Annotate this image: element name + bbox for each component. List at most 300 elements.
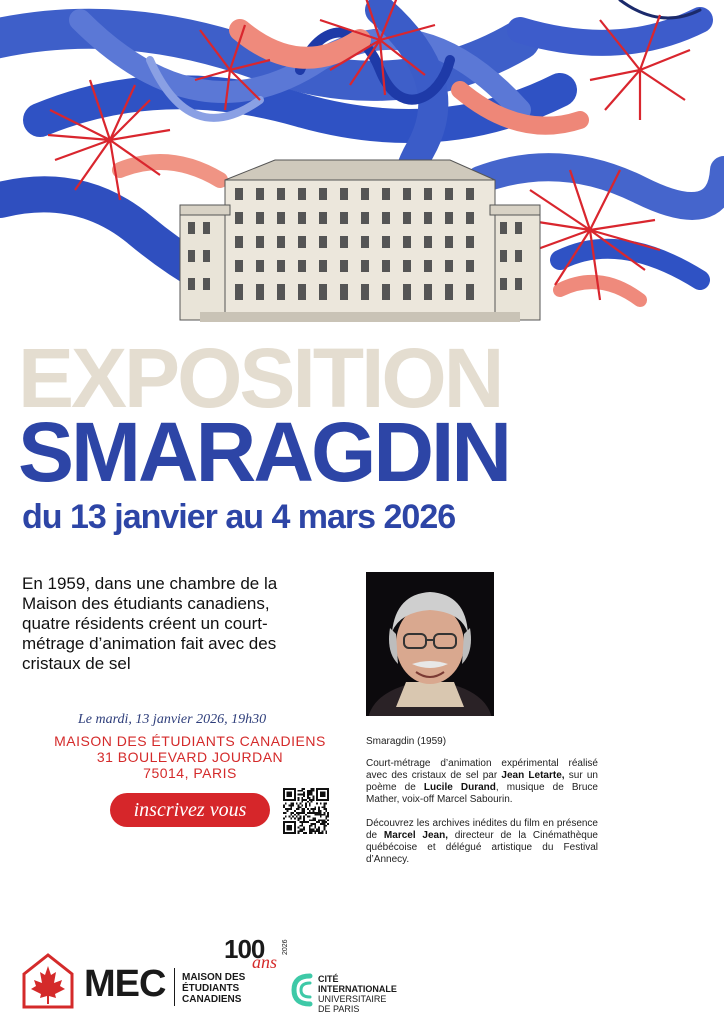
building-window <box>445 188 453 200</box>
qr-module <box>312 808 314 810</box>
qr-module <box>309 792 311 794</box>
qr-module <box>298 794 300 796</box>
building-window <box>319 260 327 272</box>
building-window <box>277 236 285 248</box>
qr-module <box>322 806 324 808</box>
qr-module <box>298 832 300 834</box>
qr-module <box>323 814 325 816</box>
qr-module <box>311 801 313 803</box>
qr-module <box>290 817 292 819</box>
qr-module <box>323 821 325 823</box>
building-window <box>466 212 474 224</box>
qr-module <box>298 830 300 832</box>
qr-module <box>305 805 307 807</box>
qr-module <box>296 812 298 814</box>
qr-module <box>300 828 302 830</box>
qr-module <box>311 819 313 821</box>
qr-module <box>300 825 302 827</box>
qr-module <box>300 794 302 796</box>
qr-module <box>309 810 311 812</box>
qr-module <box>322 814 324 816</box>
address-line: MAISON DES ÉTUDIANTS CANADIENS <box>54 733 326 749</box>
director-name: Jean Letarte, <box>501 770 565 781</box>
building-window <box>382 260 390 272</box>
exhibition-dates: du 13 janvier au 4 mars 2026 <box>22 498 456 536</box>
qr-module <box>322 823 324 825</box>
building-window <box>340 260 348 272</box>
qr-module <box>322 832 324 834</box>
qr-module <box>298 797 300 799</box>
qr-module <box>294 817 296 819</box>
title-exposition: EXPOSITION <box>18 331 502 425</box>
qr-code[interactable] <box>283 788 329 834</box>
portrait-photo <box>366 572 494 716</box>
qr-module <box>316 821 318 823</box>
qr-module <box>314 812 316 814</box>
building-window <box>424 188 432 200</box>
building-window <box>277 260 285 272</box>
qr-module <box>309 805 311 807</box>
building-window <box>403 236 411 248</box>
qr-module <box>311 790 313 792</box>
building-window <box>298 188 306 200</box>
event-address <box>40 733 340 781</box>
building-illustration <box>180 160 540 322</box>
qr-module <box>307 821 309 823</box>
event-datetime: Le mardi, 13 janvier 2026, 19h30 <box>78 712 267 727</box>
header-artwork <box>0 0 724 330</box>
desc-text: Court-métrage d’animation expérimental réalisé avec des cristaux de sel par <box>366 758 598 781</box>
qr-module <box>290 806 292 808</box>
qr-module <box>323 803 325 805</box>
qr-module <box>318 827 320 829</box>
guest-name: Marcel Jean, <box>383 830 448 841</box>
qr-module <box>290 803 292 805</box>
qr-module <box>301 828 303 830</box>
qr-module <box>301 825 303 827</box>
building-window <box>319 236 327 248</box>
qr-module <box>316 814 318 816</box>
qr-module <box>307 816 309 818</box>
qr-module <box>303 808 305 810</box>
ciup-name <box>318 974 397 1014</box>
qr-module <box>301 830 303 832</box>
qr-module <box>316 828 318 830</box>
qr-module <box>325 832 327 834</box>
qr-module <box>323 812 325 814</box>
building-window <box>403 188 411 200</box>
qr-module <box>309 830 311 832</box>
desc-text: , musique de Bruce Mather, voix-off Marcel Sabourin. <box>366 782 598 805</box>
qr-module <box>318 806 320 808</box>
qr-module <box>312 830 314 832</box>
qr-module <box>320 814 322 816</box>
building-window <box>382 284 390 300</box>
address-line: 75014, PARIS <box>143 765 237 781</box>
qr-module <box>318 821 320 823</box>
qr-module <box>283 812 285 814</box>
qr-module <box>307 801 309 803</box>
qr-module <box>285 803 287 805</box>
qr-module <box>305 806 307 808</box>
qr-module <box>327 812 329 814</box>
building-window <box>515 250 522 262</box>
qr-module <box>303 792 305 794</box>
qr-module <box>292 803 294 805</box>
qr-module <box>303 794 305 796</box>
qr-module <box>296 803 298 805</box>
qr-module <box>311 808 313 810</box>
qr-module <box>309 803 311 805</box>
qr-module <box>318 812 320 814</box>
qr-module <box>318 830 320 832</box>
building-window <box>256 236 264 248</box>
qr-module <box>311 828 313 830</box>
building-window <box>361 188 369 200</box>
qr-module <box>283 805 285 807</box>
qr-module <box>312 828 314 830</box>
qr-module <box>323 828 325 830</box>
building-window <box>445 284 453 300</box>
qr-module <box>303 799 305 801</box>
qr-module <box>301 788 303 790</box>
qr-module <box>300 803 302 805</box>
mec-name-line: ÉTUDIANTS <box>182 983 240 994</box>
building-window <box>277 188 285 200</box>
building-window <box>235 260 243 272</box>
qr-module <box>305 821 307 823</box>
qr-module <box>298 805 300 807</box>
building-window <box>256 260 264 272</box>
ciup-logo-icon <box>290 970 316 1010</box>
intro-text: En 1959, dans une chambre de la Maison des étudiants canadiens, quatre résidents créent un court-métrage d’animation fait avec des cristaux de sel <box>22 574 278 673</box>
qr-module <box>301 790 303 792</box>
poet-name: Lucile Durand <box>423 782 496 793</box>
qr-module <box>320 832 322 834</box>
qr-module <box>292 805 294 807</box>
qr-module <box>287 808 289 810</box>
qr-module <box>301 810 303 812</box>
qr-module <box>307 797 309 799</box>
building-window <box>445 236 453 248</box>
building-window <box>500 278 507 290</box>
ciup-line <box>318 974 397 984</box>
qr-module <box>289 805 291 807</box>
qr-module <box>307 794 309 796</box>
qr-module <box>318 810 320 812</box>
qr-module <box>312 790 314 792</box>
qr-module <box>318 819 320 821</box>
qr-module <box>323 806 325 808</box>
desc-text: directeur de la Cinémathèque québécoise et délégué artistique du Festival d’Annecy. <box>366 830 598 865</box>
qr-module <box>318 832 320 834</box>
qr-module <box>298 812 300 814</box>
qr-module <box>320 803 322 805</box>
maple-leaf-icon <box>20 952 76 1010</box>
building-window <box>361 284 369 300</box>
qr-module <box>323 819 325 821</box>
building-window <box>256 212 264 224</box>
building-window <box>382 212 390 224</box>
qr-module <box>320 792 326 798</box>
qr-module <box>311 832 313 834</box>
qr-module <box>305 814 307 816</box>
qr-module <box>301 805 303 807</box>
qr-module <box>311 823 313 825</box>
qr-module <box>309 812 311 814</box>
qr-module <box>305 832 307 834</box>
building-window <box>340 212 348 224</box>
building-window <box>403 260 411 272</box>
qr-module <box>303 819 305 821</box>
building-window <box>235 188 243 200</box>
building-window <box>298 260 306 272</box>
desc-text: sur un poème de <box>366 770 598 793</box>
qr-module <box>325 808 327 810</box>
qr-module <box>312 795 314 797</box>
qr-module <box>323 825 325 827</box>
qr-module <box>314 806 316 808</box>
qr-module <box>283 817 285 819</box>
building-window <box>445 260 453 272</box>
building-window <box>340 236 348 248</box>
building-window <box>188 278 195 290</box>
qr-module <box>292 812 294 814</box>
qr-module <box>296 808 298 810</box>
qr-module <box>327 814 329 816</box>
qr-module <box>307 792 309 794</box>
ciup-line: DE PARIS <box>318 1004 360 1014</box>
qr-module <box>312 799 314 801</box>
building-window <box>298 236 306 248</box>
qr-module <box>298 806 300 808</box>
mec-name-line: CANADIENS <box>182 994 242 1005</box>
qr-module <box>314 830 316 832</box>
qr-module <box>309 825 311 827</box>
qr-module <box>318 808 320 810</box>
qr-module <box>325 810 327 812</box>
qr-module <box>312 819 314 821</box>
qr-module <box>303 810 305 812</box>
qr-module <box>303 828 305 830</box>
qr-module <box>325 825 327 827</box>
qr-module <box>301 797 303 799</box>
qr-module <box>322 830 324 832</box>
qr-module <box>305 803 307 805</box>
building-window <box>424 236 432 248</box>
qr-module <box>301 808 303 810</box>
qr-module <box>300 830 302 832</box>
qr-module <box>311 792 313 794</box>
qr-module <box>301 794 303 796</box>
building-window <box>277 284 285 300</box>
building-window <box>203 222 210 234</box>
qr-module <box>318 828 320 830</box>
building-window <box>382 188 390 200</box>
guest-paragraph <box>366 818 598 866</box>
qr-module <box>314 825 316 827</box>
qr-module <box>298 817 300 819</box>
anniversary-number: 100 <box>224 934 265 964</box>
qr-module <box>289 816 291 818</box>
qr-module <box>298 799 300 801</box>
qr-module <box>290 805 292 807</box>
building-window <box>319 188 327 200</box>
building-window <box>319 212 327 224</box>
register-button[interactable]: inscrivez vous <box>110 793 270 827</box>
qr-module <box>285 812 287 814</box>
building-window <box>361 236 369 248</box>
qr-module <box>316 830 318 832</box>
building-window <box>188 250 195 262</box>
building-window <box>256 188 264 200</box>
qr-module <box>300 817 302 819</box>
divider <box>174 968 175 1006</box>
building-window <box>403 284 411 300</box>
film-description <box>366 758 598 866</box>
qr-module <box>298 827 300 829</box>
building-window <box>515 278 522 290</box>
building-window <box>403 212 411 224</box>
qr-module <box>305 799 307 801</box>
film-caption: Smaragdin (1959) <box>366 736 447 747</box>
qr-module <box>312 788 314 790</box>
qr-module <box>294 810 296 812</box>
qr-module <box>314 832 316 834</box>
title-smaragdin: SMARAGDIN <box>18 405 509 499</box>
qr-module <box>320 810 322 812</box>
qr-module <box>309 816 311 818</box>
qr-module <box>298 808 300 810</box>
building-window <box>466 188 474 200</box>
qr-module <box>301 799 303 801</box>
qr-module <box>292 816 294 818</box>
qr-module <box>314 819 316 821</box>
qr-module <box>316 812 318 814</box>
qr-module <box>312 797 314 799</box>
anniversary-year: 2026 <box>282 939 289 955</box>
building-window <box>340 284 348 300</box>
qr-module <box>311 788 313 790</box>
qr-module <box>311 830 313 832</box>
qr-module <box>323 805 325 807</box>
building-window <box>445 212 453 224</box>
qr-module <box>303 832 305 834</box>
address-line: 31 BOULEVARD JOURDAN <box>96 749 284 765</box>
qr-module <box>314 823 316 825</box>
qr-module <box>320 812 322 814</box>
qr-module <box>303 821 305 823</box>
qr-module <box>303 788 305 790</box>
qr-module <box>287 792 293 798</box>
qr-module <box>301 821 303 823</box>
qr-module <box>323 823 325 825</box>
qr-module <box>309 832 311 834</box>
building-window <box>500 222 507 234</box>
qr-module <box>289 808 291 810</box>
building-window <box>340 188 348 200</box>
qr-module <box>320 823 322 825</box>
qr-module <box>325 816 327 818</box>
qr-module <box>314 808 316 810</box>
qr-module <box>294 814 296 816</box>
mec-full-name <box>182 972 245 1005</box>
building-window <box>298 284 306 300</box>
qr-module <box>314 827 316 829</box>
building-window <box>235 212 243 224</box>
qr-module <box>323 827 325 829</box>
qr-module <box>322 819 324 821</box>
qr-module <box>309 828 311 830</box>
qr-module <box>309 794 311 796</box>
building-window <box>424 260 432 272</box>
qr-module <box>312 817 314 819</box>
qr-module <box>301 823 303 825</box>
building-window <box>500 250 507 262</box>
building-window <box>235 284 243 300</box>
qr-module <box>283 806 285 808</box>
qr-module <box>300 821 302 823</box>
building-window <box>298 212 306 224</box>
ciup-line-bold: INTERNATIONALE <box>318 984 397 994</box>
qr-module <box>300 790 302 792</box>
qr-module <box>314 814 316 816</box>
qr-module <box>327 819 329 821</box>
qr-module <box>312 823 314 825</box>
qr-module <box>318 814 320 816</box>
building-window <box>256 284 264 300</box>
qr-module <box>300 816 302 818</box>
qr-module <box>303 827 305 829</box>
qr-module <box>312 812 314 814</box>
qr-module <box>303 817 305 819</box>
qr-module <box>285 808 287 810</box>
qr-module <box>309 799 311 801</box>
mec-acronym: MEC <box>84 963 166 1005</box>
ciup-line <box>318 984 397 994</box>
building-window <box>203 278 210 290</box>
qr-module <box>303 812 305 814</box>
qr-module <box>298 814 300 816</box>
building-window <box>188 222 195 234</box>
qr-module <box>309 790 311 792</box>
building-window <box>203 250 210 262</box>
qr-module <box>290 808 292 810</box>
qr-module <box>287 810 289 812</box>
building-window <box>466 260 474 272</box>
qr-module <box>325 830 327 832</box>
qr-module <box>303 816 305 818</box>
qr-module <box>314 817 316 819</box>
qr-module <box>312 810 314 812</box>
qr-module <box>320 816 322 818</box>
building-window <box>361 212 369 224</box>
desc-text: Découvrez les archives inédites du film en présence de <box>366 818 598 841</box>
qr-module <box>322 821 324 823</box>
building-window <box>319 284 327 300</box>
qr-module <box>316 803 318 805</box>
qr-module <box>311 825 313 827</box>
qr-module <box>300 812 302 814</box>
building-window <box>361 260 369 272</box>
building-window <box>382 236 390 248</box>
qr-module <box>287 825 293 831</box>
qr-module <box>290 812 292 814</box>
qr-module <box>307 790 309 792</box>
qr-module <box>327 823 329 825</box>
anniversary-word: ans <box>252 952 278 972</box>
qr-module <box>320 819 322 821</box>
